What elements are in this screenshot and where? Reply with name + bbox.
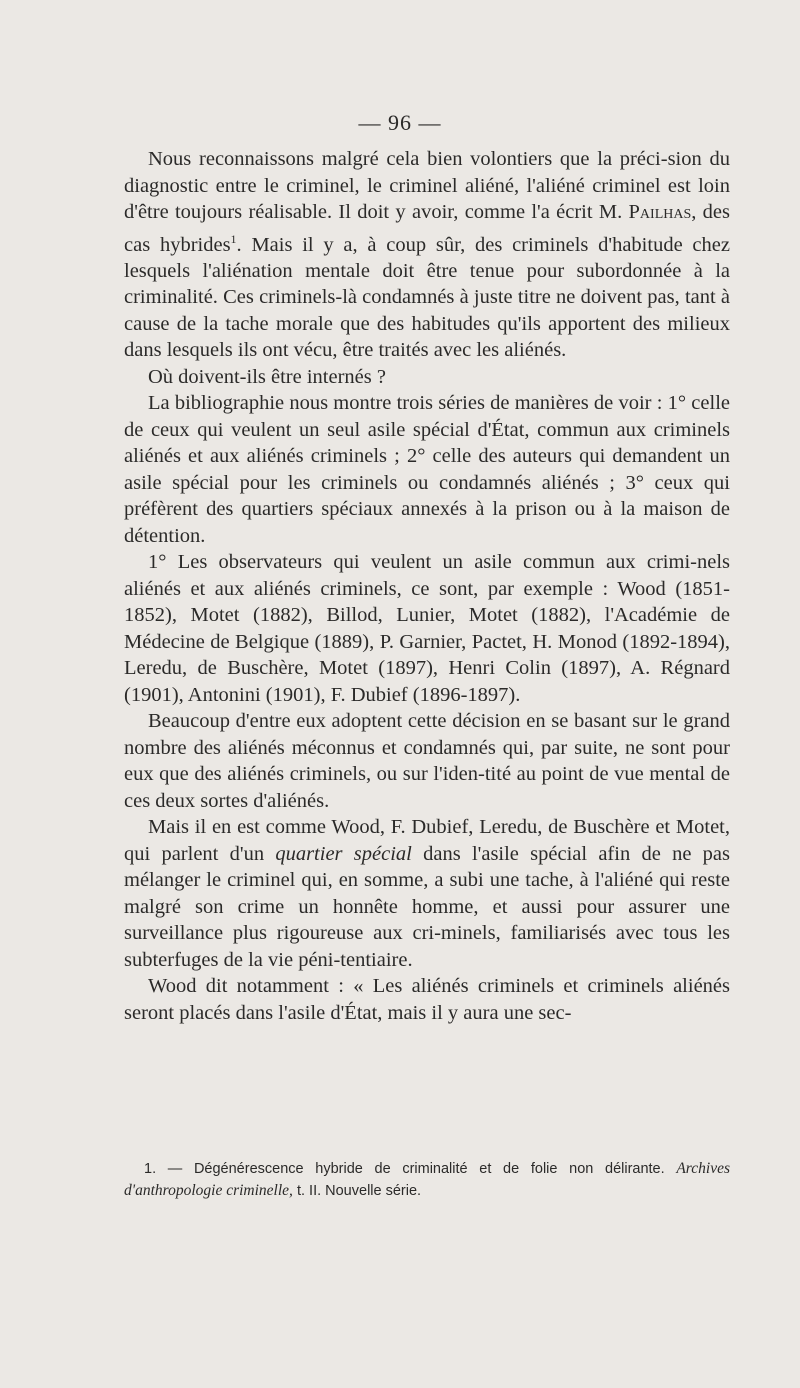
footnote-journal: Archives d'anthropologie criminelle, bbox=[124, 1160, 730, 1199]
footnote bbox=[124, 1158, 730, 1202]
footnote-reference: 1 bbox=[230, 231, 237, 246]
footnote-line bbox=[124, 1158, 730, 1202]
author-name: Pailhas bbox=[628, 201, 692, 223]
paragraph-7: Wood dit notamment : « Les aliénés criminels et criminels aliénés seront placés dans l'asile d'État, mais il y aura une sec- bbox=[124, 975, 730, 1024]
paragraph-1 bbox=[124, 146, 730, 364]
paragraph-2: Où doivent-ils être internés ? bbox=[148, 365, 386, 388]
paragraph-5: Beaucoup d'entre eux adoptent cette décision en se basant sur le grand nombre des aliénés méconnus et condamnés qui, par suite, ne sont pour eux que des aliénés criminels, ou sur l'iden-tité au point de vue mental de ces deux sortes d'aliénés. bbox=[124, 710, 730, 812]
footnote-number: 1. bbox=[144, 1161, 157, 1177]
paragraph-6-after: dans l'asile spécial afin de ne pas mélanger le criminel qui, en somme, a subi une tache, à l'aliéné qui reste malgré son crime un honnête homme, et aussi pour assurer une surveillance plus rigoureuse aux cri-minels, familiarisés avec tous les subterfuges de la vie péni-tentiaire. bbox=[124, 842, 731, 971]
paragraph-6-emphasis: quartier spécial bbox=[275, 842, 412, 865]
body-text bbox=[124, 146, 730, 1026]
paragraph-4: 1° Les observateurs qui veulent un asile commun aux crimi-nels aliénés et aux aliénés criminels, ce sont, par exemple : Wood (1851-1852), Motet (1882), Billod, Lunier, Motet (1882), l'Académie de Médecine de Belgique (1889), P. Garnier, Pactet, H. Monod (1892-1894), Leredu, de Buschère, Motet (1897), Henri Colin (1897), A. Régnard (1901), Antonini (1901), F. Dubief (1896-1897). bbox=[124, 551, 730, 706]
footnote-text: — Dégénérescence hybride de criminalité et de folie non délirante. bbox=[156, 1161, 677, 1177]
paragraph-6-before: Mais il en est comme Wood, F. Dubief, Leredu, de Buschère et Motet, qui parlent d'un bbox=[124, 816, 730, 865]
page-number: — 96 — bbox=[358, 110, 442, 135]
footnote-tail: t. II. Nouvelle série. bbox=[292, 1183, 422, 1199]
paragraph-6 bbox=[124, 814, 730, 973]
paragraph-1-tail: , des cas hybrides bbox=[124, 201, 731, 256]
paragraph-1-rest: . Mais il y a, à coup sûr, des criminels d'habitude chez lesquels l'aliénation mentale doit être tenue pour subordonnée à la criminalité. Ces criminels-là condamnés à juste titre ne doivent pas, tant à cause de la tache morale que des habitudes qu'ils apportent des milieux dans lesquels ils ont vécu, être traités avec les aliénés. bbox=[124, 233, 730, 362]
paragraph-1-text: Nous reconnaissons malgré cela bien volontiers que la préci-sion du diagnostic entre le criminel, le criminel aliéné, l'aliéné criminel est loin d'être toujours réalisable. Il doit y avoir, comme l'a écrit M. bbox=[124, 148, 730, 223]
paragraph-3: La bibliographie nous montre trois séries de manières de voir : 1° celle de ceux qui veulent un seul asile spécial d'État, commun aux criminels aliénés et aux aliénés criminels ; 2° celle des auteurs qui demandent un asile spécial pour les criminels ou condamnés aliénés ; 3° ceux qui préfèrent des quartiers spéciaux annexés à la prison ou à la maison de détention. bbox=[124, 392, 730, 547]
